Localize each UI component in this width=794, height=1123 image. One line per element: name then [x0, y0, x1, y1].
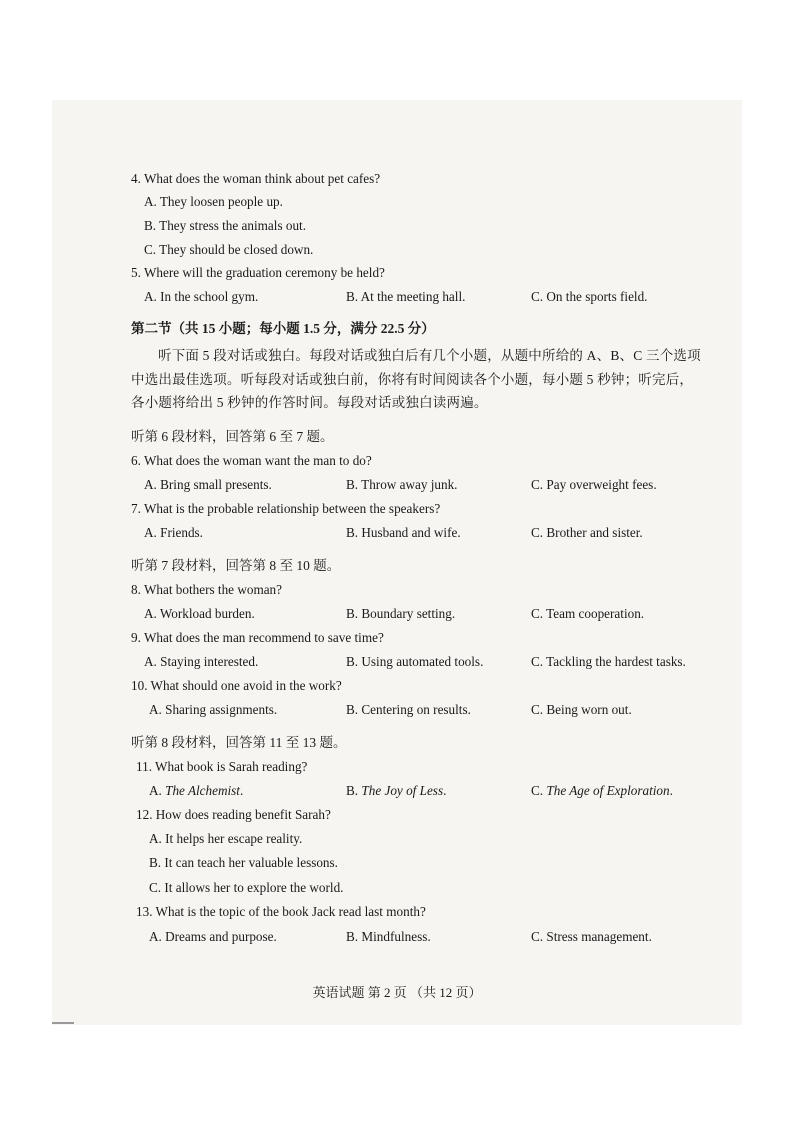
q12-option-c: C. It allows her to explore the world. — [149, 880, 344, 895]
q10-option-c: C. Being worn out. — [531, 702, 632, 717]
q9-option-b: B. Using automated tools. — [346, 654, 484, 669]
q11-option-c: C. The Age of Exploration. — [531, 783, 673, 798]
q4-option-b: B. They stress the animals out. — [144, 218, 307, 233]
q9-option-a: A. Staying interested. — [144, 654, 259, 669]
q4-option-c: C. They should be closed down. — [144, 242, 314, 257]
section-2-instructions: 听下面 5 段对话或独白。每段对话或独白后有几个小题，从题中所给的 A、B、C 三个选项中选出最佳选项。听每段对话或独白前，你将有时间阅读各个小题，每小题 5 秒钟；听完后，各小题将给出 5 秒钟的作答时间。每段对话或独白读两遍。 — [131, 348, 701, 410]
q5-option-a: A. In the school gym. — [144, 289, 259, 304]
q13-option-a: A. Dreams and purpose. — [149, 929, 277, 944]
q7-option-b: B. Husband and wife. — [346, 525, 461, 540]
q8-option-c: C. Team cooperation. — [531, 606, 645, 621]
q8-option-b: B. Boundary setting. — [346, 606, 456, 621]
q6-option-b: B. Throw away junk. — [346, 477, 458, 492]
group-6-intro: 听第 6 段材料，回答第 6 至 7 题。 — [131, 429, 334, 444]
question-5: 5. Where will the graduation ceremony be held? — [131, 265, 385, 280]
group-8-intro: 听第 8 段材料，回答第 11 至 13 题。 — [131, 735, 347, 750]
q4-option-a: A. They loosen people up. — [144, 194, 283, 209]
page-footer: 英语试题 第 2 页 （共 12 页） — [312, 985, 482, 1000]
q12-option-a: A. It helps her escape reality. — [149, 831, 303, 846]
q13-option-c: C. Stress management. — [531, 929, 652, 944]
question-6: 6. What does the woman want the man to do? — [131, 453, 372, 468]
q11-option-b: B. The Joy of Less. — [346, 783, 447, 798]
q5-option-c: C. On the sports field. — [531, 289, 648, 304]
q11-option-a: A. The Alchemist. — [149, 783, 244, 798]
q6-option-a: A. Bring small presents. — [144, 477, 272, 492]
q9-option-c: C. Tackling the hardest tasks. — [531, 654, 686, 669]
q7-option-a: A. Friends. — [144, 525, 203, 540]
question-12: 12. How does reading benefit Sarah? — [136, 807, 331, 822]
q5-option-b: B. At the meeting hall. — [346, 289, 466, 304]
question-4: 4. What does the woman think about pet cafes? — [131, 171, 381, 186]
q7-option-c: C. Brother and sister. — [531, 525, 643, 540]
q6-option-c: C. Pay overweight fees. — [531, 477, 657, 492]
q10-option-a: A. Sharing assignments. — [149, 702, 278, 717]
question-7: 7. What is the probable relationship between the speakers? — [131, 501, 441, 516]
scan-edge-mark — [52, 1022, 74, 1024]
group-7-intro: 听第 7 段材料，回答第 8 至 10 题。 — [131, 558, 341, 573]
q12-option-b: B. It can teach her valuable lessons. — [149, 855, 338, 870]
section-2-heading: 第二节（共 15 小题；每小题 1.5 分，满分 22.5 分） — [131, 321, 435, 336]
q13-option-b: B. Mindfulness. — [346, 929, 431, 944]
question-11: 11. What book is Sarah reading? — [136, 759, 308, 774]
question-8: 8. What bothers the woman? — [131, 582, 283, 597]
q10-option-b: B. Centering on results. — [346, 702, 471, 717]
question-9: 9. What does the man recommend to save time? — [131, 630, 384, 645]
q8-option-a: A. Workload burden. — [144, 606, 255, 621]
question-13: 13. What is the topic of the book Jack read last month? — [136, 904, 426, 919]
question-10: 10. What should one avoid in the work? — [131, 678, 342, 693]
